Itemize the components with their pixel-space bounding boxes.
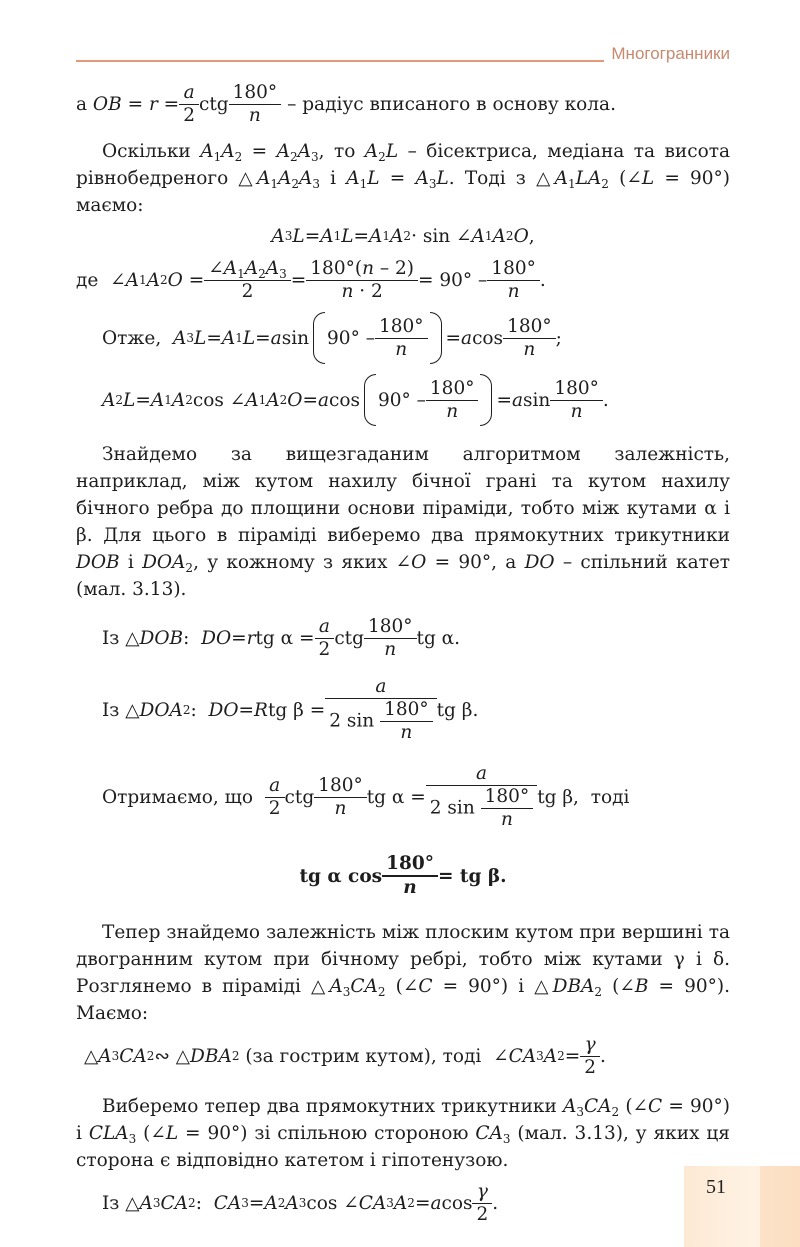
paragraph-triangles: Виберемо тепер два прямокутних трикутники $A_3CA_2$ (∠C = 90°) і $CLA_3$ (∠L = 90°) зі спільною стороною $CA_3$ (мал. 3.13), у яких ця сторона є відповідно катетом і гіпотенузою. [76, 1096, 730, 1171]
formula-equate: Отримаємо, що a 2 ctg 180° n tg α = a 2 sin $\frac{180^\circ}{n}$ tg β, тоді [102, 763, 630, 830]
formula-a3l: A 3 L = A 1 L = A 1 A 2 · sin ∠ A 1 A 2 O , [271, 225, 535, 247]
formula-result: tg α cos 180° n = tg β. [299, 853, 507, 898]
corner-decoration-strip [760, 1166, 800, 1247]
text-a: а [76, 93, 88, 115]
formula-otzhe: Отже, A 3 L = A 1 L = a sin 90° – 180° n = a cos 180° n ; [76, 307, 730, 369]
formula-doa2: Із △ DOA 2 : DO = R tg β = a 2 sin $\frac{180^\circ}{n}$ tg β. [102, 676, 479, 743]
page-number: 51 [706, 1176, 726, 1198]
formula-similar: △ A 3 CA 2 ∾ △ DBA 2 (за гострим кутом), тоді ∠ CA 3 A 2 = γ 2 . [84, 1033, 606, 1078]
page-content [76, 76, 730, 1232]
chapter-title: Многогранники [611, 44, 730, 63]
paragraph-algorithm: Знайдемо за вищезгаданим алгоритмом залежність, наприклад, між кутом нахилу бічної грані та кутом нахилу бічного ребра до площини основи піраміди, тобто між кутами α і β. Для цього в піраміді виберемо два прямокутних трикутники DOB і $DOA_2$, у кожному з яких ∠O = 90°, а DO – спільний катет (мал. 3.13). [76, 444, 731, 600]
formula-ca3: Із △ A 3 CA 2 : CA 3 = A 2 A 3 cos ∠ CA 3 A 2 = a cos γ 2 . [102, 1180, 499, 1225]
paragraph-gamma-delta: Тепер знайдемо залежність між плоским кутом при вершині та двогранним кутом при бічному ребрі, тобто між кутами γ і δ. Розглянемо в піраміді $\triangle A_3CA_2$ (∠C = 90°) і $\triangle DBA_2$ (∠B = 90°). Маємо: [76, 922, 731, 1024]
text-radius: – радіус вписаного в основу кола. [287, 93, 616, 115]
header-rule [76, 60, 604, 62]
formula-angle: де ∠ A 1 A 2 O = $\angle A_1A_2A_3$ 2 = 180°(n – 2) n · 2 = 90° – 180° n . [76, 257, 546, 302]
paragraph-bisector: Оскільки $A_1A_2 = A_2A_3$, то $A_2L$ – бісектриса, медіана та висота рівнобедреного $\triangle A_1A_2A_3$ і $A_1L = A_3L$. Тоді з $\triangle A_1LA_2$ (∠L = 90°) маємо: [76, 141, 731, 216]
formula-ob: а OB = r = a 2 ctg 180° n – радіус вписаного в основу кола. [76, 81, 616, 126]
formula-a2l: A 2 L = A 1 A 2 cos ∠ A 1 A 2 O = a cos 90° – 180° n = a sin 180° n . [76, 369, 730, 431]
formula-dob: Із △ DOB : DO = r tg α = a 2 ctg 180° n tg α. [102, 615, 461, 660]
